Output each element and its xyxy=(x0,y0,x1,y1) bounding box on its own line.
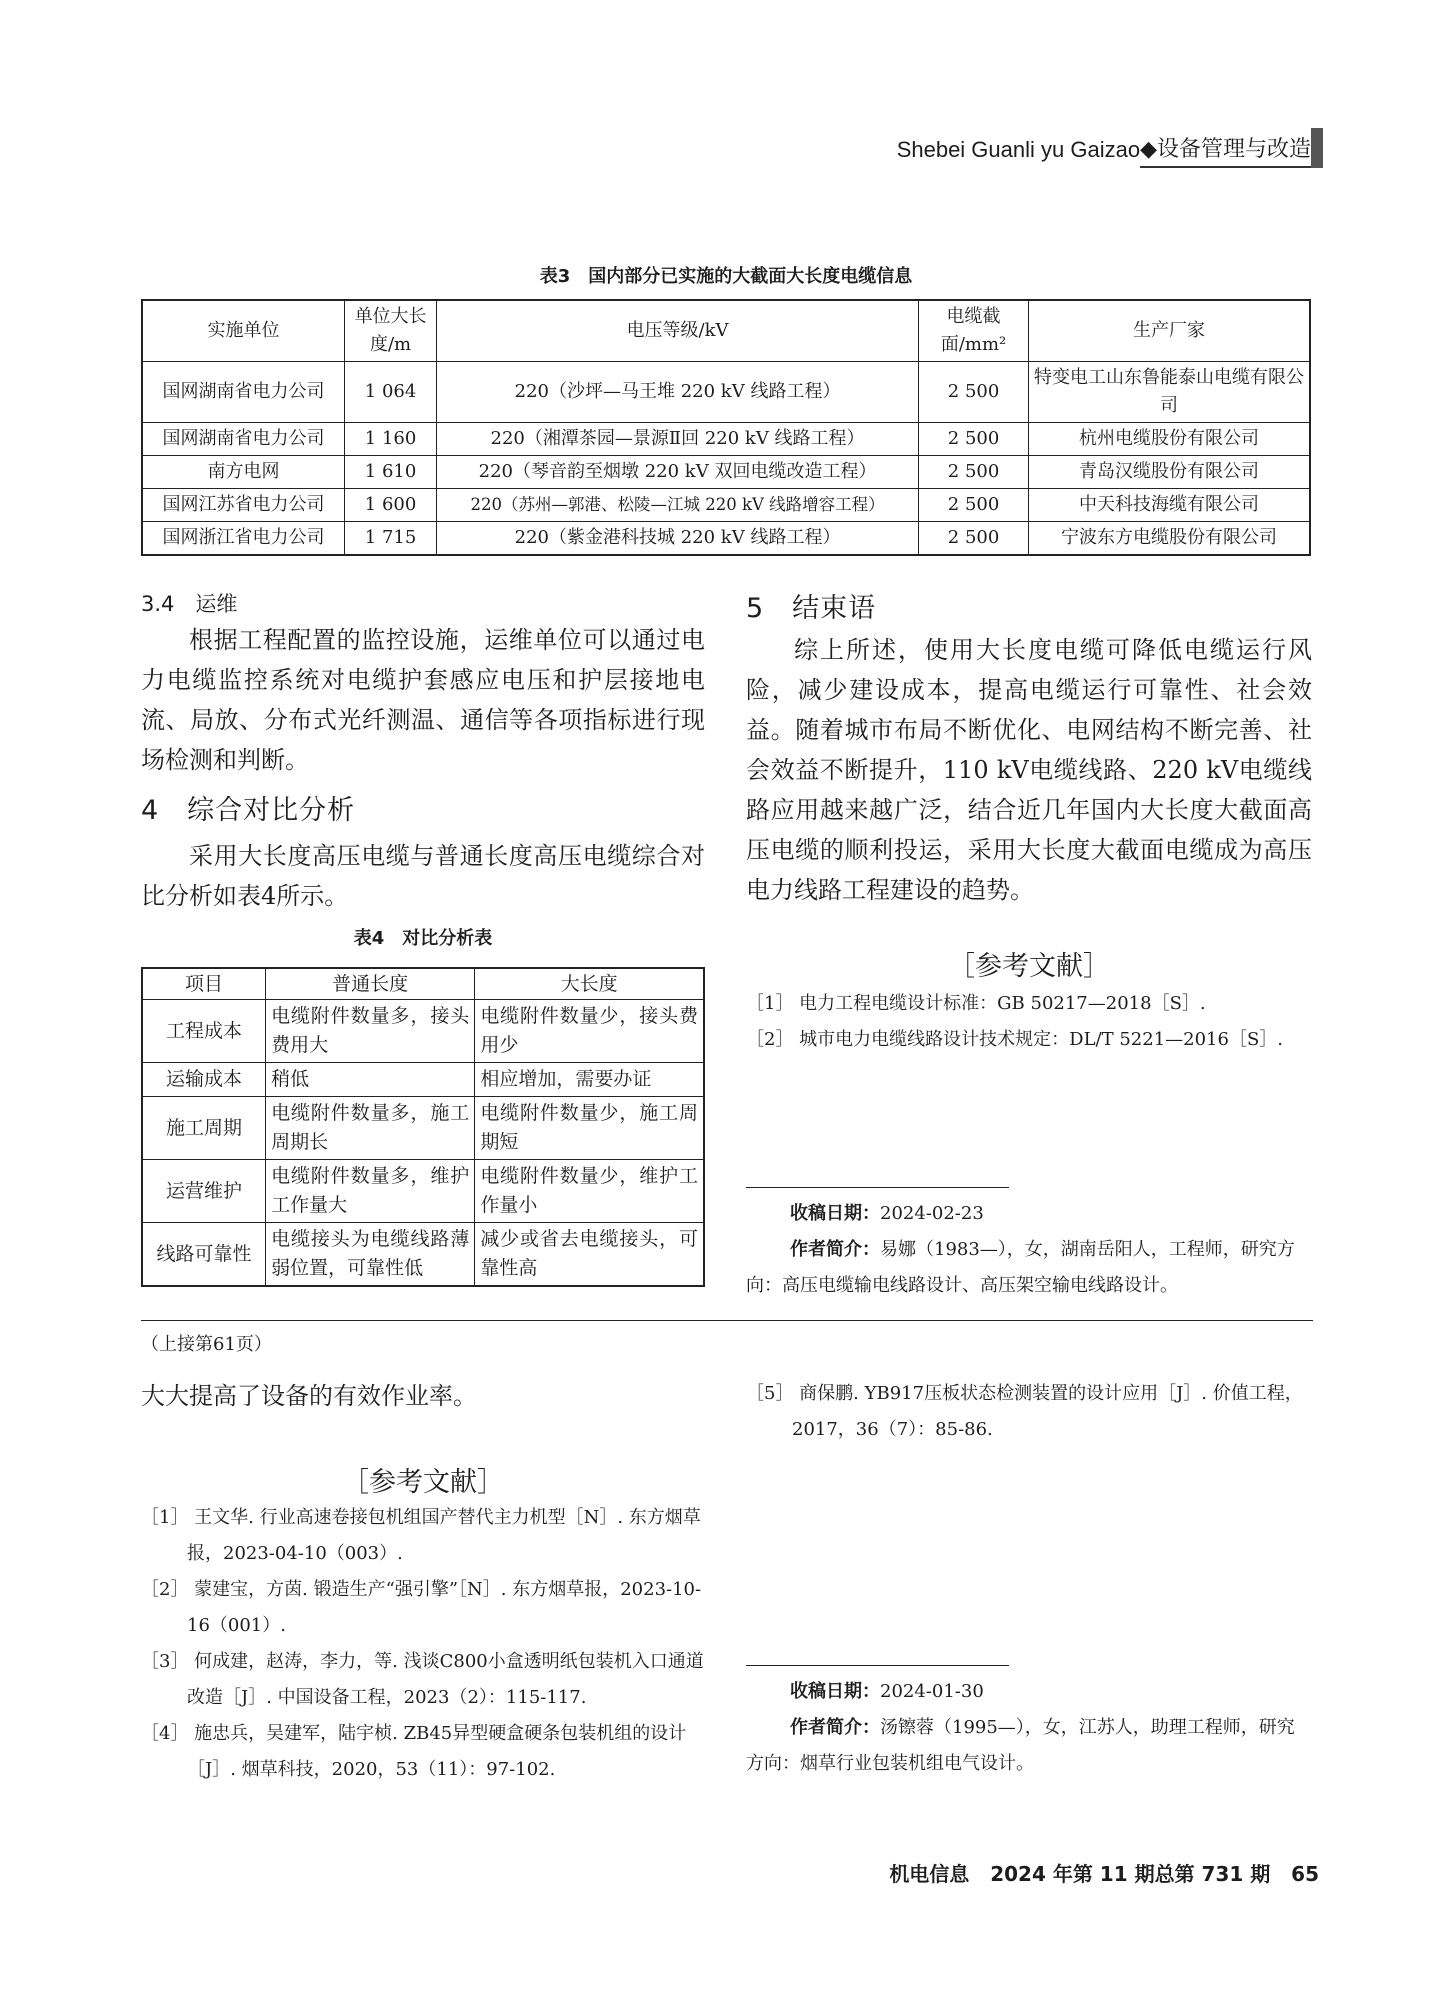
table-row xyxy=(142,1223,704,1287)
table-cell: 国网江苏省电力公司 xyxy=(142,489,345,522)
table-cell: 2 500 xyxy=(919,489,1029,522)
continued-text: 大大提高了设备的有效作业率。 xyxy=(141,1382,477,1410)
received-value: 2024-02-23 xyxy=(880,1203,984,1224)
table4-header-cell: 项目 xyxy=(142,968,266,1000)
table-cell: 运输成本 xyxy=(142,1063,266,1097)
section-4-text: 采用大长度高压电缆与普通长度高压电缆综合对比分析如表4所示。 xyxy=(141,842,705,910)
table-cell: 线路可靠性 xyxy=(142,1223,266,1287)
table-cell: 2 500 xyxy=(919,522,1029,556)
table-cell: 稍低 xyxy=(266,1063,475,1097)
table-row xyxy=(142,1063,704,1097)
references-list-b-right xyxy=(746,1376,1312,1448)
reference-item: ［1］ 王文华. 行业高速卷接包机组国产替代主力机型［N］. 东方烟草报，2023-04-10（003）. xyxy=(141,1507,701,1564)
author-value: 易娜（1983—），女，湖南岳阳人，工程师，研究方向：高压电缆输电线路设计、高压架空输电线路设计。 xyxy=(746,1239,1295,1296)
received-date xyxy=(746,1196,1312,1232)
article-meta-b xyxy=(746,1674,1312,1782)
table-cell: 南方电网 xyxy=(142,456,345,489)
table-cell: 青岛汉缆股份有限公司 xyxy=(1029,456,1311,489)
table-cell: 电缆附件数量多，接头费用大 xyxy=(266,1000,475,1063)
table3 xyxy=(141,299,1311,556)
section-3-4-text: 根据工程配置的监控设施，运维单位可以通过电力电缆监控系统对电缆护套感应电压和护层接地电流、局放、分布式光纤测温、通信等各项指标进行现场检测和判断。 xyxy=(141,626,705,774)
table3-header-cell: 电压等级/kV xyxy=(437,300,919,362)
reference-item: ［5］ 商保鹏. YB917压板状态检测装置的设计应用［J］. 价值工程，2017，36（7）：85-86. xyxy=(746,1383,1303,1440)
table-cell: 电缆附件数量少，维护工作量小 xyxy=(475,1160,704,1223)
references-list xyxy=(746,986,1312,1058)
author-label: 作者简介： xyxy=(790,1239,880,1260)
table-cell: 电缆接头为电缆线路薄弱位置，可靠性低 xyxy=(266,1223,475,1287)
table-cell: 工程成本 xyxy=(142,1000,266,1063)
references-list-b xyxy=(141,1500,705,1788)
diamond-icon: ◆ xyxy=(1140,137,1157,162)
table-row xyxy=(142,489,1310,522)
header-bar-decoration xyxy=(1311,128,1323,168)
table-cell: 1 610 xyxy=(345,456,437,489)
reference-item: ［3］ 何成建，赵涛，李力，等. 浅谈C800小盒透明纸包装机入口通道改造［J］. 中国设备工程，2023（2）：115-117. xyxy=(141,1651,704,1708)
article-meta xyxy=(746,1196,1312,1304)
table-cell: 减少或省去电缆接头，可靠性高 xyxy=(475,1223,704,1287)
table-row xyxy=(142,423,1310,456)
table3-header-cell: 电缆截面/mm² xyxy=(919,300,1029,362)
reference-item: ［2］ 城市电力电缆线路设计技术规定：DL/T 5221—2016［S］. xyxy=(746,1029,1284,1050)
reference-item: ［1］ 电力工程电缆设计标准：GB 50217—2018［S］. xyxy=(746,993,1206,1014)
author-value: 汤镲蓉（1995—），女，江苏人，助理工程师，研究方向：烟草行业包装机组电气设计。 xyxy=(746,1717,1295,1774)
table-cell: 电缆附件数量多，施工周期长 xyxy=(266,1097,475,1160)
received-label: 收稿日期： xyxy=(790,1681,880,1702)
table-cell: 宁波东方电缆股份有限公司 xyxy=(1029,522,1311,556)
table3-header-cell: 实施单位 xyxy=(142,300,345,362)
references-heading-b: ［参考文献］ xyxy=(342,1467,504,1498)
received-value: 2024-01-30 xyxy=(880,1681,984,1702)
table-cell: 220（沙坪—马王堆 220 kV 线路工程） xyxy=(437,362,919,423)
footnote-divider xyxy=(746,1187,1009,1188)
table-cell: 国网湖南省电力公司 xyxy=(142,423,345,456)
table-cell: 1 160 xyxy=(345,423,437,456)
table-cell: 特变电工山东鲁能泰山电缆有限公司 xyxy=(1029,362,1311,423)
table-cell: 国网湖南省电力公司 xyxy=(142,362,345,423)
table-cell: 电缆附件数量多，维护工作量大 xyxy=(266,1160,475,1223)
table4-header-cell: 大长度 xyxy=(475,968,704,1000)
table3-header-cell: 单位大长度/m xyxy=(345,300,437,362)
table-cell: 1 064 xyxy=(345,362,437,423)
table-cell: 杭州电缆股份有限公司 xyxy=(1029,423,1311,456)
table3-caption: 表3 国内部分已实施的大截面大长度电缆信息 xyxy=(539,266,913,287)
table-cell: 1 600 xyxy=(345,489,437,522)
table-row xyxy=(142,1160,704,1223)
table-cell: 2 500 xyxy=(919,456,1029,489)
table-cell: 电缆附件数量少，施工周期短 xyxy=(475,1097,704,1160)
section-separator xyxy=(141,1320,1313,1321)
table-cell: 2 500 xyxy=(919,423,1029,456)
table-cell: 220（琴音韵至烟墩 220 kV 双回电缆改造工程） xyxy=(437,456,919,489)
author-bio xyxy=(746,1232,1312,1304)
table-cell: 220（湘潭茶园—景源Ⅱ回 220 kV 线路工程） xyxy=(437,423,919,456)
continued-from: （上接第61页） xyxy=(141,1334,272,1355)
table-cell: 220（苏州—郭港、松陵—江城 220 kV 线路增容工程） xyxy=(437,489,919,522)
reference-item: ［4］ 施忠兵，吴建军，陆宇桢. ZB45异型硬盒硬条包装机组的设计［J］. 烟草科技，2020，53（11）：97-102. xyxy=(141,1723,687,1780)
header-pinyin: Shebei Guanli yu Gaizao xyxy=(896,137,1141,162)
footnote-divider-b xyxy=(746,1665,1009,1666)
table-cell: 2 500 xyxy=(919,362,1029,423)
page-number: 65 xyxy=(1291,1862,1319,1886)
section-3-4-title: 3.4 运维 xyxy=(141,592,238,616)
header-journal-name xyxy=(1140,132,1311,168)
page-footer xyxy=(889,1858,1319,1887)
header-journal-cn: 设备管理与改造 xyxy=(1156,137,1311,162)
table-cell: 1 715 xyxy=(345,522,437,556)
table-row xyxy=(142,362,1310,423)
received-label: 收稿日期： xyxy=(790,1203,880,1224)
references-heading: ［参考文献］ xyxy=(948,951,1110,982)
table-cell: 运营维护 xyxy=(142,1160,266,1223)
table4-header-cell: 普通长度 xyxy=(266,968,475,1000)
table-cell: 施工周期 xyxy=(142,1097,266,1160)
table-cell: 220（紫金港科技城 220 kV 线路工程） xyxy=(437,522,919,556)
table-row xyxy=(142,522,1310,556)
footer-issue: 2024 年第 11 期总第 731 期 xyxy=(990,1862,1271,1886)
footer-journal: 机电信息 xyxy=(889,1862,970,1886)
section-5-title: 5 结束语 xyxy=(746,593,877,624)
table-row xyxy=(142,1000,704,1063)
author-bio xyxy=(746,1710,1312,1782)
table-cell: 电缆附件数量少，接头费用少 xyxy=(475,1000,704,1063)
table3-header-cell: 生产厂家 xyxy=(1029,300,1311,362)
table-row xyxy=(142,456,1310,489)
table-row xyxy=(142,1097,704,1160)
table4-caption: 表4 对比分析表 xyxy=(353,928,493,949)
section-5-text: 综上所述，使用大长度电缆可降低电缆运行风险，减少建设成本，提高电缆运行可靠性、社会效益。随着城市布局不断优化、电网结构不断完善、社会效益不断提升，110 kV电缆线路、220 kV电缆线路应用越来越广泛，结合近几年国内大长度大截面高压电缆的顺利投运，采用大长度大截面电缆成为高压电力线路工程建设的趋势。 xyxy=(746,636,1312,904)
table-cell: 中天科技海缆有限公司 xyxy=(1029,489,1311,522)
reference-item: ［2］ 蒙建宝，方茵. 锻造生产“强引擎”［N］. 东方烟草报，2023-10-16（001）. xyxy=(141,1579,702,1636)
running-header xyxy=(897,132,1311,168)
author-label: 作者简介： xyxy=(790,1717,880,1738)
table-cell: 相应增加，需要办证 xyxy=(475,1063,704,1097)
received-date xyxy=(746,1674,1312,1710)
table4 xyxy=(141,967,705,1287)
section-4-title: 4 综合对比分析 xyxy=(141,795,356,826)
table-cell: 国网浙江省电力公司 xyxy=(142,522,345,556)
